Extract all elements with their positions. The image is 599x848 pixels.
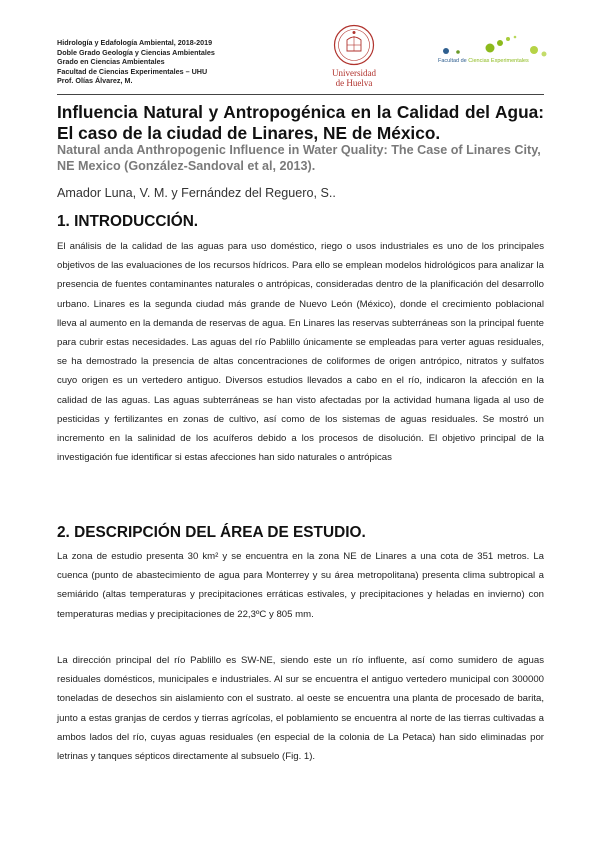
university-name: Universidad de Huelva [332,68,376,88]
university-seal-icon [333,24,375,66]
header-divider [57,94,544,95]
paper-subtitle: Natural anda Anthropogenic Influence in Water Quality: The Case of Linares City, NE Mexico (González-Sandoval et al, 2013). [57,143,541,173]
faculty-dots-icon [438,34,558,58]
course-info-line: Doble Grado Geología y Ciencias Ambientales [57,47,215,57]
paper-authors: Amador Luna, V. M. y Fernández del Reguero, S.. [57,186,336,200]
section-heading: 1. INTRODUCCIÓN. [57,213,199,230]
university-logo [322,24,386,94]
course-info [57,38,215,86]
paper-title: Influencia Natural y Antropogénica en la Calidad del Agua: El caso de la ciudad de Linares, NE de México. [57,102,544,143]
faculty-logo [438,34,558,78]
faculty-name: Facultad de Ciencias Experimentales [438,58,529,64]
course-info-line: Prof. Olías Álvarez, M. [57,76,133,86]
body-paragraph: La dirección principal del río Pablillo es SW-NE, siendo este un río influente, así como sumidero de aguas residuales domésticos, municipales e industriales. Al sur se encuentra el antiguo vertedero municipal con 300000 toneladas de desechos sin aislamiento con el sustrato. al oeste se encuentra una planta de procesado de barita, junto a estas granjas de cerdos y tierras agrícolas, el poblamiento se encuentra al norte de las tierras cultivadas a ambos lados del río, cuyas aguas residuales (en especial de la colonia de La Petaca) han sido eliminadas por letrinas y tanques sépticos directamente al subsuelo (Fig. 1). [57,655,544,763]
course-info-line: Facultad de Ciencias Experimentales – UHU [57,66,208,76]
body-paragraph: El análisis de la calidad de las aguas para uso doméstico, riego o usos industriales es uno de los principales objetivos de las evaluaciones de los recursos hídricos. Para ello se emplean modelos hidrológicos para analizar la presencia de fuentes contaminantes naturales o antrópicas, consideradas dentro de la planificación del desarrollo urbano. Linares es la segunda ciudad más grande de Nuevo León (México), donde el crecimiento poblacional lleva al aumento en la demanda de reservas de agua. En Linares las reservas subterráneas son la principal fuente para cubrir estas necesidades. Las aguas del río Pablillo únicamente se empleadas para verter aguas residuales, se ha demostrado la presencia de altas concentraciones de coliformes de origen antrópico, nitratos y sulfatos cuyo origen es un vertedero antiguo. Diversos estudios llevados a cabo en el río, indicaron la afección en la calidad de las aguas. Las aguas subterráneas se han visto afectadas por la actividad humana ligada al uso de pesticidas y fertilizantes en zonas de cultivo, así como de los sistemas de aguas residuales. Se mostró un incremento en la salinidad de los acuíferos debido a los procesos de disolución. El objetivo principal de la investigación fue identificar si estas afecciones han sido naturales o antrópicas [57,241,544,464]
course-info-line: Hidrología y Edafología Ambiental, 2018-2019 [57,38,213,47]
section-heading: 2. DESCRIPCIÓN DEL ÁREA DE ESTUDIO. [57,524,366,541]
body-paragraph: La zona de estudio presenta 30 km² y se encuentra en la zona NE de Linares a una cota de 351 metros. La cuenca (punto de abastecimiento de agua para Monterrey y su área metropolitana) presenta clima subtropical a semiárido (altas temperaturas y precipitaciones erráticas estivales, y precipitaciones y heladas en invierno) con temperaturas medias y precipitaciones de 22,3ºC y 805 mm. [57,551,544,620]
course-info-line: Grado en Ciencias Ambientales [57,57,165,67]
